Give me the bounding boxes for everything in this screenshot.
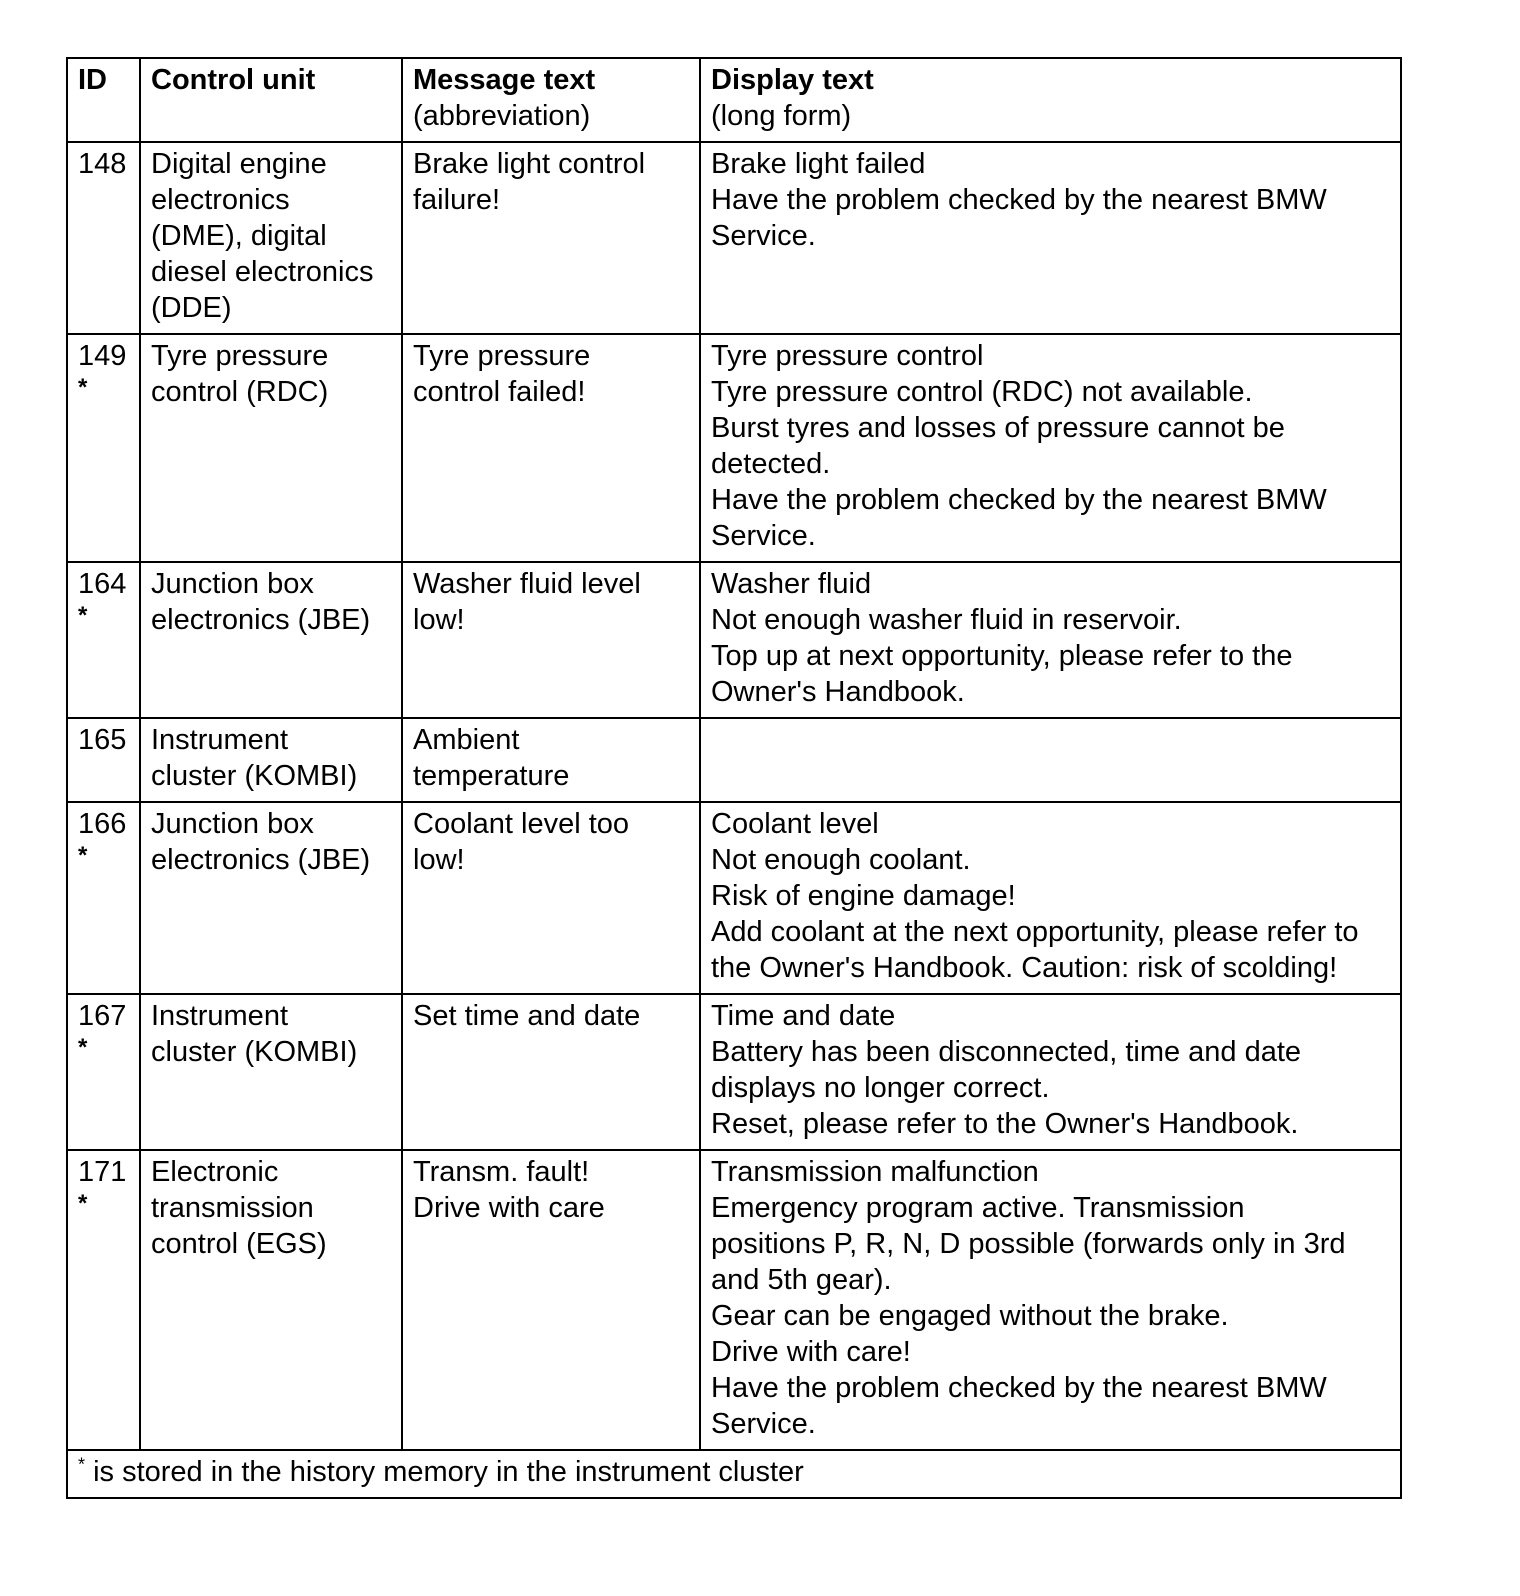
cell-message-text-line: low!	[413, 844, 465, 876]
cell-display-text	[700, 994, 1401, 1150]
row-id: 149	[78, 340, 127, 372]
table-row	[67, 994, 1401, 1150]
cell-id	[67, 802, 140, 994]
cell-message-text	[402, 1150, 700, 1450]
row-id: 171	[78, 1156, 127, 1188]
cell-control-unit-line: (DME), digital	[151, 220, 327, 252]
cell-message-text-line: failure!	[413, 184, 501, 216]
cell-message-text-line: control failed!	[413, 376, 586, 408]
table-body	[67, 142, 1401, 1450]
history-marker: *	[78, 1190, 88, 1217]
cell-display-text-line: Have the problem checked by the nearest BMW	[711, 484, 1327, 516]
footnote-row	[67, 1450, 1401, 1498]
cell-message-text-line: Tyre pressure	[413, 340, 591, 372]
cell-id	[67, 142, 140, 334]
cell-message-text	[402, 802, 700, 994]
cell-display-text	[700, 802, 1401, 994]
history-marker: *	[78, 842, 88, 869]
cell-display-text-line: Gear can be engaged without the brake.	[711, 1300, 1229, 1332]
cell-display-text-line: Not enough washer fluid in reservoir.	[711, 604, 1182, 636]
cell-control-unit-line: Tyre pressure	[151, 340, 329, 372]
cell-control-unit	[140, 1150, 402, 1450]
cell-message-text-line: temperature	[413, 760, 570, 792]
cell-display-text-line: Service.	[711, 220, 816, 252]
cell-display-text-line: Reset, please refer to the Owner's Handbook.	[711, 1108, 1299, 1140]
cell-display-text-line: Service.	[711, 520, 816, 552]
message-table	[66, 57, 1402, 1499]
cell-control-unit-line: Instrument	[151, 724, 288, 756]
cell-display-text-line: Risk of engine damage!	[711, 880, 1016, 912]
cell-display-text-line: Add coolant at the next opportunity, please refer to	[711, 916, 1359, 948]
cell-message-text-line: Coolant level too	[413, 808, 630, 840]
table-row	[67, 1150, 1401, 1450]
history-marker: *	[78, 602, 88, 629]
cell-control-unit-line: electronics	[151, 184, 290, 216]
cell-display-text-line: Have the problem checked by the nearest BMW	[711, 1372, 1327, 1404]
cell-control-unit	[140, 562, 402, 718]
cell-control-unit	[140, 802, 402, 994]
cell-control-unit	[140, 142, 402, 334]
cell-display-text-line: positions P, R, N, D possible (forwards only in 3rd	[711, 1228, 1346, 1260]
cell-display-text-line: Owner's Handbook.	[711, 676, 965, 708]
cell-control-unit-line: cluster (KOMBI)	[151, 1036, 358, 1068]
table-row	[67, 142, 1401, 334]
cell-display-text-line: Tyre pressure control	[711, 340, 984, 372]
cell-display-text-line: Burst tyres and losses of pressure cannot be	[711, 412, 1285, 444]
header-id: ID	[67, 58, 140, 142]
header-row	[67, 58, 1401, 142]
cell-message-text-line: Transm. fault!	[413, 1156, 590, 1188]
cell-id	[67, 994, 140, 1150]
cell-id	[67, 1150, 140, 1450]
cell-control-unit-line: transmission	[151, 1192, 314, 1224]
cell-display-text-line: Tyre pressure control (RDC) not available.	[711, 376, 1253, 408]
cell-display-text-line: Drive with care!	[711, 1336, 911, 1368]
cell-display-text-line: Transmission malfunction	[711, 1156, 1039, 1188]
table-row	[67, 718, 1401, 802]
cell-message-text	[402, 562, 700, 718]
cell-display-text-line: Washer fluid	[711, 568, 872, 600]
cell-display-text-line: Brake light failed	[711, 148, 926, 180]
footnote-marker: *	[78, 1454, 86, 1475]
cell-display-text	[700, 334, 1401, 562]
cell-control-unit-line: cluster (KOMBI)	[151, 760, 358, 792]
row-id: 165	[78, 724, 127, 756]
cell-control-unit-line: Junction box	[151, 568, 314, 600]
cell-display-text-line: the Owner's Handbook. Caution: risk of scolding!	[711, 952, 1338, 984]
cell-message-text-line: Drive with care	[413, 1192, 605, 1224]
cell-display-text	[700, 1150, 1401, 1450]
table-row	[67, 334, 1401, 562]
cell-message-text-line: low!	[413, 604, 465, 636]
cell-message-text	[402, 334, 700, 562]
table-row	[67, 802, 1401, 994]
cell-display-text-line: and 5th gear).	[711, 1264, 892, 1296]
cell-control-unit-line: control (EGS)	[151, 1228, 327, 1260]
cell-display-text	[700, 562, 1401, 718]
cell-display-text-line: displays no longer correct.	[711, 1072, 1050, 1104]
cell-control-unit	[140, 334, 402, 562]
cell-display-text-line: Emergency program active. Transmission	[711, 1192, 1245, 1224]
cell-message-text	[402, 142, 700, 334]
cell-id	[67, 562, 140, 718]
footnote-text: is stored in the history memory in the instrument cluster	[85, 1456, 804, 1488]
cell-control-unit-line: electronics (JBE)	[151, 844, 371, 876]
table-row	[67, 562, 1401, 718]
cell-display-text	[700, 718, 1401, 802]
cell-display-text	[700, 142, 1401, 334]
header-display-text: Display text (long form)	[700, 58, 1401, 142]
cell-display-text-line: detected.	[711, 448, 831, 480]
history-marker: *	[78, 374, 88, 401]
cell-control-unit-line: Digital engine	[151, 148, 327, 180]
cell-message-text-line: Brake light control	[413, 148, 646, 180]
header-control-unit: Control unit	[140, 58, 402, 142]
cell-control-unit-line: Instrument	[151, 1000, 288, 1032]
row-id: 167	[78, 1000, 127, 1032]
cell-message-text	[402, 994, 700, 1150]
cell-message-text-line: Ambient	[413, 724, 520, 756]
cell-display-text-line: Time and date	[711, 1000, 896, 1032]
cell-control-unit-line: (DDE)	[151, 292, 232, 324]
header-message-text: Message text (abbreviation)	[402, 58, 700, 142]
cell-control-unit-line: diesel electronics	[151, 256, 374, 288]
cell-message-text-line: Set time and date	[413, 1000, 641, 1032]
cell-control-unit-line: electronics (JBE)	[151, 604, 371, 636]
row-id: 148	[78, 148, 127, 180]
cell-message-text-line: Washer fluid level	[413, 568, 641, 600]
cell-control-unit	[140, 994, 402, 1150]
cell-id	[67, 334, 140, 562]
cell-display-text-line: Service.	[711, 1408, 816, 1440]
cell-message-text	[402, 718, 700, 802]
cell-display-text-line: Coolant level	[711, 808, 879, 840]
footnote	[67, 1450, 1401, 1498]
cell-display-text-line: Not enough coolant.	[711, 844, 971, 876]
history-marker: *	[78, 1034, 88, 1061]
cell-control-unit-line: Electronic	[151, 1156, 279, 1188]
row-id: 164	[78, 568, 127, 600]
cell-control-unit	[140, 718, 402, 802]
cell-display-text-line: Have the problem checked by the nearest BMW	[711, 184, 1327, 216]
cell-display-text-line: Top up at next opportunity, please refer to the	[711, 640, 1293, 672]
cell-id	[67, 718, 140, 802]
cell-control-unit-line: Junction box	[151, 808, 314, 840]
cell-control-unit-line: control (RDC)	[151, 376, 329, 408]
row-id: 166	[78, 808, 127, 840]
cell-display-text-line: Battery has been disconnected, time and date	[711, 1036, 1302, 1068]
